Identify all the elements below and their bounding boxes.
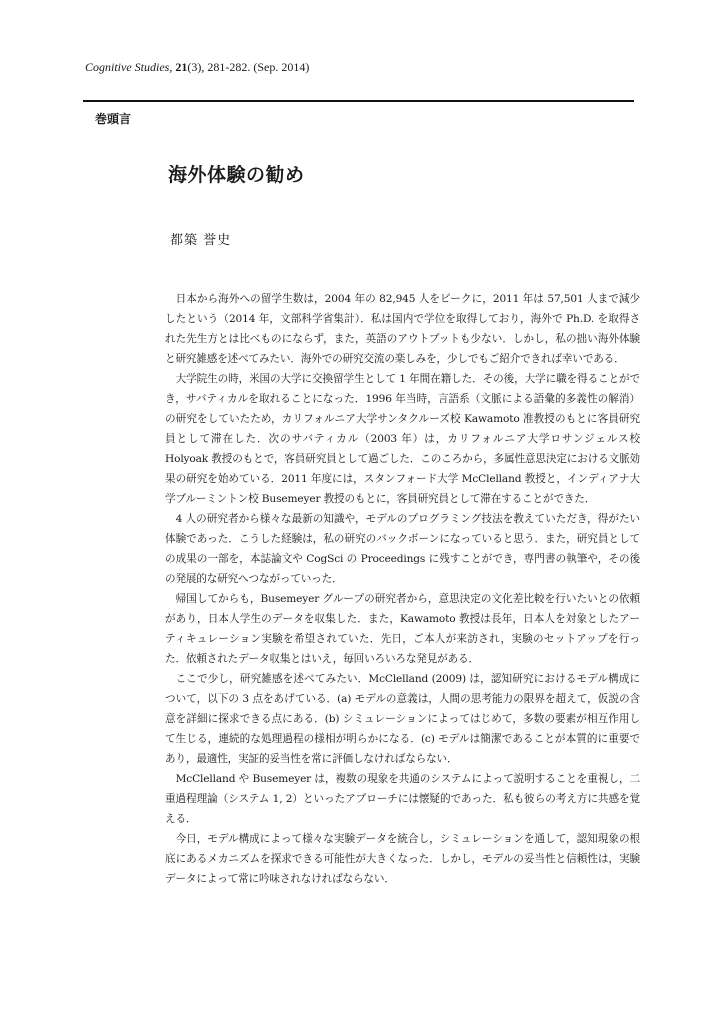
journal-volume: 21: [175, 60, 188, 74]
article-body: [165, 289, 640, 889]
journal-name: Cognitive Studies: [85, 60, 170, 74]
paragraph: McClelland や Busemeyer は，複数の現象を共通のシステムによって説明することを重視し，二重過程理論（システム 1, 2）といったアプローチには懐疑的であった．私も彼らの考え方に共感を覚える．: [165, 773, 640, 825]
header-rule: [83, 100, 634, 102]
journal-citation: [85, 60, 309, 75]
paragraph: 帰国してからも，Busemeyer グループの研究者から，意思決定の文化差比較を行いたいとの依頼があり，日本人学生のデータを収集した．また，Kawamoto 教授は長年，日本人を対象としたアーティキュレーション実験を希望されていた．先日，ご本人が来訪され，実験のセットアップを行った．依頼されたデータ収集とはいえ，毎回いろいろな発見がある．: [165, 593, 640, 665]
paragraph: 今日，モデル構成によって様々な実験データを統合し，シミュレーションを通して，認知現象の根底にあるメカニズムを探求できる可能性が大きくなった．しかし，モデルの妥当性と信頼性は，実験データによって常に吟味されなければならない．: [165, 833, 640, 885]
section-label: 巻頭言: [95, 112, 132, 126]
article-title: 海外体験の勧め: [168, 164, 305, 186]
paragraph: 日本から海外への留学生数は，2004 年の 82,945 人をピークに，2011 年は 57,501 人まで減少したという（2014 年，文部科学省集計）．私は国内で学位を取得しており，海外で Ph.D. を取得された先生方とは比べものにならず，また，英語のアウトプットも少ない．しかし，私の拙い海外体験と研究雑感を述べてみたい．海外での研究交流の楽しみを，少しでもご紹介できれば幸いである．: [165, 293, 640, 365]
journal-comma: ,: [169, 60, 176, 74]
paragraph: 4 人の研究者から様々な最新の知識や，モデルのプログラミング技法を教えていただき，得がたい体験であった．こうした経験は，私の研究のバックボーンになっていると思う．また，研究員としての成果の一部を，本誌論文や CogSci の Proceedings に残すことができ，専門書の執筆や，その後の発展的な研究へつながっていった．: [165, 513, 640, 585]
author-name: 都築 誉史: [170, 233, 232, 248]
journal-date: (Sep. 2014): [253, 60, 310, 74]
journal-issue-pages: (3), 281-282.: [187, 60, 251, 74]
paragraph: ここで少し，研究雑感を述べてみたい．McClelland (2009) は，認知研究におけるモデル構成について，以下の 3 点をあげている．(a) モデルの意義は，人間の思考能力の限界を超えて，仮説の含意を詳細に探求できる点にある．(b) シミュレーションによってはじめて，多数の要素が相互作用して生じる，連続的な処理過程の様相が明らかになる．(c) モデルは簡潔であることが本質的に重要であり，最適性，実証的妥当性を常に評価しなければならない．: [165, 673, 640, 765]
paragraph: 大学院生の時，米国の大学に交換留学生として 1 年間在籍した．その後，大学に職を得ることができ，サバティカルを取れることになった．1996 年当時，言語系（文脈による語彙的多義性の解消）の研究をしていたため，カリフォルニア大学サンタクルーズ校 Kawamoto 准教授のもとに客員研究員として滞在した．次のサバティカル（2003 年）は，カリフォルニア大学ロサンジェルス校 Holyoak 教授のもとで，客員研究員として過ごした．このころから，多属性意思決定における文脈効果の研究を始めている．2011 年度には，スタンフォード大学 McClelland 教授と，インディアナ大学ブルーミントン校 Busemeyer 教授のもとに，客員研究員として滞在することができた．: [165, 373, 640, 505]
